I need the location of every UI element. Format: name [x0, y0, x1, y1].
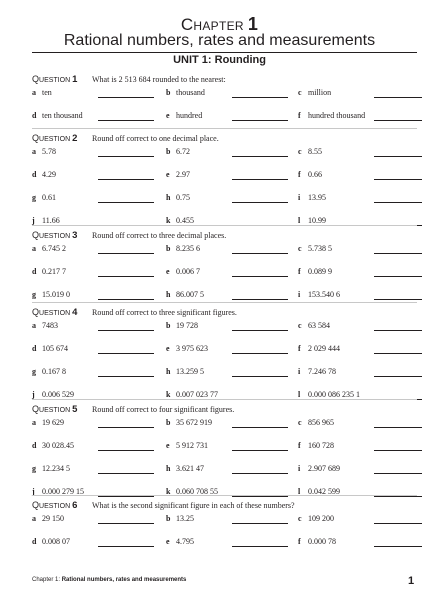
question-item-f	[298, 344, 428, 358]
item-letter: d	[32, 441, 37, 450]
answer-line[interactable]	[374, 427, 422, 428]
item-letter: l	[298, 390, 301, 399]
question-item-g	[32, 464, 162, 478]
answer-line[interactable]	[232, 523, 288, 524]
question-row	[32, 367, 432, 390]
answer-line[interactable]	[98, 546, 154, 547]
answer-line[interactable]	[374, 202, 422, 203]
item-value: million	[308, 88, 332, 97]
question-item-e	[166, 111, 296, 125]
item-value: 11.66	[42, 216, 60, 225]
item-value: 0.000 086 235 1	[308, 390, 360, 399]
item-value: 13.25	[176, 514, 194, 523]
item-value: 12.234 5	[42, 464, 70, 473]
answer-line[interactable]	[98, 299, 154, 300]
item-value: 0.167 8	[42, 367, 66, 376]
question-item-f	[298, 537, 428, 551]
question-word-initial: Q	[32, 404, 40, 414]
answer-line[interactable]	[374, 353, 422, 354]
item-letter: l	[298, 216, 301, 225]
answer-line[interactable]	[232, 330, 288, 331]
question-word-rest: UESTION	[39, 310, 71, 317]
answer-line[interactable]	[374, 276, 422, 277]
unit-title: UNIT 1: Rounding	[173, 54, 266, 66]
question-item-c	[298, 418, 428, 432]
question-row	[32, 321, 432, 344]
item-value: 0.000 78	[308, 537, 336, 546]
answer-line[interactable]	[232, 276, 288, 277]
footer-chapter-prefix: Chapter 1:	[32, 577, 62, 583]
answer-line[interactable]	[374, 253, 422, 254]
item-letter: f	[298, 170, 301, 179]
item-letter: c	[298, 147, 302, 156]
question-item-f	[298, 111, 428, 125]
item-letter: j	[32, 216, 35, 225]
question-number: 3	[72, 230, 78, 241]
item-letter: h	[166, 290, 171, 299]
answer-line[interactable]	[374, 546, 422, 547]
question-row	[32, 267, 432, 290]
question-header	[32, 230, 432, 244]
item-letter: h	[166, 367, 171, 376]
answer-line[interactable]	[374, 376, 422, 377]
item-letter: d	[32, 267, 37, 276]
item-letter: f	[298, 267, 301, 276]
item-letter: i	[298, 193, 301, 202]
answer-line[interactable]	[374, 473, 422, 474]
answer-line[interactable]	[232, 427, 288, 428]
question-label	[32, 404, 92, 415]
question-divider	[32, 495, 417, 496]
question-number: 4	[72, 307, 78, 318]
answer-line[interactable]	[98, 202, 154, 203]
item-letter: e	[166, 170, 170, 179]
question-item-e	[166, 537, 296, 551]
question-word-initial: Q	[32, 500, 40, 510]
question-row	[32, 170, 432, 193]
item-letter: b	[166, 321, 171, 330]
question-row	[32, 537, 432, 560]
question-item-a	[32, 88, 162, 102]
question-item-i	[298, 367, 428, 381]
item-value: 0.006 7	[176, 267, 200, 276]
question-word-rest: UESTION	[39, 503, 71, 510]
item-value: 6.745 2	[42, 244, 66, 253]
item-value: hundred thousand	[308, 111, 366, 120]
item-letter: c	[298, 88, 302, 97]
answer-line[interactable]	[232, 376, 288, 377]
item-letter: g	[32, 464, 36, 473]
question-number: 5	[72, 404, 78, 415]
answer-line[interactable]	[232, 546, 288, 547]
item-letter: c	[298, 514, 302, 523]
question-row	[32, 464, 432, 487]
question-label	[32, 133, 92, 144]
item-value: 160 728	[308, 441, 334, 450]
item-letter: d	[32, 537, 37, 546]
question-text: What is the second significant figure in each of these numbers?	[92, 501, 295, 510]
item-letter: a	[32, 321, 36, 330]
answer-line[interactable]	[374, 299, 422, 300]
question-item-d	[32, 267, 162, 281]
item-value: 86.007 5	[176, 290, 204, 299]
item-letter: d	[32, 170, 37, 179]
answer-line[interactable]	[232, 202, 288, 203]
question-text: Round off correct to one decimal place.	[92, 134, 219, 143]
question-item-a	[32, 321, 162, 335]
item-value: 8.235 6	[176, 244, 200, 253]
question-number: 1	[72, 74, 78, 85]
answer-line[interactable]	[98, 253, 154, 254]
item-letter: e	[166, 537, 170, 546]
item-letter: a	[32, 147, 36, 156]
question-word-rest: UESTION	[39, 136, 71, 143]
chapter-word-rest: HAPTER	[193, 19, 244, 33]
item-value: 4.29	[42, 170, 56, 179]
question-header	[32, 307, 432, 321]
answer-line[interactable]	[98, 353, 154, 354]
item-letter: g	[32, 193, 36, 202]
question-item-j	[32, 487, 162, 501]
item-value: hundred	[176, 111, 203, 120]
answer-line[interactable]	[98, 179, 154, 180]
question-text: What is 2 513 684 rounded to the nearest:	[92, 75, 226, 84]
item-value: 13.259 5	[176, 367, 204, 376]
question-row	[32, 193, 432, 216]
question-row	[32, 418, 432, 441]
question-label	[32, 230, 92, 241]
question-word-rest: UESTION	[39, 233, 71, 240]
item-value: thousand	[176, 88, 205, 97]
item-letter: i	[298, 367, 301, 376]
answer-line[interactable]	[98, 330, 154, 331]
question-item-f	[298, 170, 428, 184]
item-letter: b	[166, 514, 171, 523]
item-letter: e	[166, 111, 170, 120]
question-item-l	[298, 216, 428, 230]
answer-line[interactable]	[374, 156, 422, 157]
item-value: 0.089 9	[308, 267, 332, 276]
item-value: 105 674	[42, 344, 68, 353]
item-value: 0.66	[308, 170, 322, 179]
item-value: 7.246 78	[308, 367, 336, 376]
item-value: 0.006 529	[42, 390, 74, 399]
item-letter: k	[166, 487, 171, 496]
chapter-title: Rational numbers, rates and measurements	[63, 32, 376, 49]
question-word-initial: Q	[32, 307, 40, 317]
question-header	[32, 74, 432, 88]
item-letter: a	[32, 244, 36, 253]
answer-line[interactable]	[232, 299, 288, 300]
item-value: 0.61	[42, 193, 56, 202]
chapter-word-initial: C	[180, 15, 194, 34]
question-row	[32, 111, 432, 134]
answer-line[interactable]	[98, 120, 154, 121]
item-letter: k	[166, 216, 171, 225]
question-item-b	[166, 321, 296, 335]
footer	[32, 577, 186, 583]
item-value: 3 975 623	[176, 344, 208, 353]
question-item-d	[32, 537, 162, 551]
item-value: ten	[42, 88, 52, 97]
question-1	[32, 74, 432, 134]
question-item-l	[298, 487, 428, 501]
item-letter: g	[32, 290, 36, 299]
question-item-b	[166, 88, 296, 102]
question-item-h	[166, 367, 296, 381]
item-value: 2 029 444	[308, 344, 340, 353]
item-value: 7483	[42, 321, 58, 330]
answer-line[interactable]	[98, 427, 154, 428]
question-item-i	[298, 464, 428, 478]
question-word-rest: UESTION	[39, 77, 71, 84]
item-letter: f	[298, 537, 301, 546]
item-value: 0.060 708 55	[176, 487, 218, 496]
question-item-e	[166, 267, 296, 281]
question-divider	[32, 302, 417, 303]
item-value: 35 672 919	[176, 418, 212, 427]
page-number: 1	[408, 575, 415, 587]
question-header	[32, 133, 432, 147]
item-letter: g	[32, 367, 36, 376]
question-item-f	[298, 267, 428, 281]
question-item-c	[298, 244, 428, 258]
question-row	[32, 88, 432, 111]
item-value: 0.455	[176, 216, 194, 225]
question-item-k	[166, 390, 296, 404]
item-value: 15.019 0	[42, 290, 70, 299]
answer-line[interactable]	[98, 473, 154, 474]
question-item-a	[32, 514, 162, 528]
item-value: 5.78	[42, 147, 56, 156]
item-letter: i	[298, 464, 301, 473]
item-letter: e	[166, 267, 170, 276]
item-letter: c	[298, 321, 302, 330]
question-item-l	[298, 390, 428, 404]
item-letter: b	[166, 418, 171, 427]
question-item-d	[32, 344, 162, 358]
question-word-initial: Q	[32, 74, 40, 84]
question-item-a	[32, 244, 162, 258]
question-item-e	[166, 441, 296, 455]
answer-line[interactable]	[98, 450, 154, 451]
item-value: 4.795	[176, 537, 194, 546]
item-value: ten thousand	[42, 111, 83, 120]
item-letter: f	[298, 344, 301, 353]
question-item-a	[32, 147, 162, 161]
item-value: 0.75	[176, 193, 190, 202]
question-number: 6	[72, 500, 78, 511]
answer-line[interactable]	[232, 353, 288, 354]
answer-line[interactable]	[374, 523, 422, 524]
question-item-b	[166, 147, 296, 161]
answer-line[interactable]	[374, 179, 422, 180]
answer-line[interactable]	[98, 376, 154, 377]
answer-line[interactable]	[232, 473, 288, 474]
question-text: Round off correct to four significant figures.	[92, 405, 235, 414]
header-divider	[32, 52, 417, 53]
item-value: 30 028.45	[42, 441, 74, 450]
answer-line[interactable]	[374, 120, 422, 121]
question-item-h	[166, 193, 296, 207]
item-value: 109 200	[308, 514, 334, 523]
question-item-b	[166, 514, 296, 528]
item-value: 856 965	[308, 418, 334, 427]
question-item-c	[298, 147, 428, 161]
question-label	[32, 74, 92, 85]
item-letter: l	[298, 487, 301, 496]
question-text: Round off correct to three significant figures.	[92, 308, 237, 317]
question-text: Round off correct to three decimal places.	[92, 231, 227, 240]
question-item-c	[298, 88, 428, 102]
item-letter: b	[166, 244, 171, 253]
question-item-c	[298, 514, 428, 528]
item-letter: f	[298, 441, 301, 450]
question-row	[32, 244, 432, 267]
answer-line[interactable]	[98, 276, 154, 277]
question-word-rest: UESTION	[39, 407, 71, 414]
item-letter: h	[166, 193, 171, 202]
item-letter: j	[32, 487, 35, 496]
item-value: 19 629	[42, 418, 64, 427]
item-letter: a	[32, 418, 36, 427]
question-item-c	[298, 321, 428, 335]
question-item-h	[166, 464, 296, 478]
answer-line[interactable]	[232, 120, 288, 121]
question-item-i	[298, 193, 428, 207]
question-item-f	[298, 441, 428, 455]
item-value: 2.907 689	[308, 464, 340, 473]
item-letter: a	[32, 514, 36, 523]
question-label	[32, 307, 92, 318]
item-value: 10.99	[308, 216, 326, 225]
answer-line[interactable]	[232, 450, 288, 451]
answer-line[interactable]	[232, 496, 288, 497]
item-value: 6.72	[176, 147, 190, 156]
question-item-b	[166, 244, 296, 258]
item-value: 0.008 07	[42, 537, 70, 546]
question-item-g	[32, 367, 162, 381]
answer-line[interactable]	[98, 523, 154, 524]
question-4	[32, 307, 432, 413]
question-item-g	[32, 193, 162, 207]
question-item-e	[166, 170, 296, 184]
item-value: 0.217 7	[42, 267, 66, 276]
item-letter: h	[166, 464, 171, 473]
question-word-initial: Q	[32, 133, 40, 143]
question-header	[32, 500, 432, 514]
question-row	[32, 147, 432, 170]
item-value: 19 728	[176, 321, 198, 330]
answer-line[interactable]	[374, 450, 422, 451]
question-item-k	[166, 216, 296, 230]
item-value: 8.55	[308, 147, 322, 156]
item-value: 63 584	[308, 321, 330, 330]
answer-line[interactable]	[374, 496, 422, 497]
item-letter: d	[32, 344, 37, 353]
item-letter: c	[298, 244, 302, 253]
answer-line[interactable]	[374, 97, 422, 98]
answer-line[interactable]	[232, 156, 288, 157]
item-letter: c	[298, 418, 302, 427]
item-value: 0.000 279 15	[42, 487, 84, 496]
footer-chapter-title: Rational numbers, rates and measurements	[61, 577, 187, 583]
item-value: 153.540 6	[308, 290, 340, 299]
question-3	[32, 230, 432, 313]
question-divider	[32, 399, 417, 400]
item-letter: d	[32, 111, 37, 120]
question-item-j	[32, 390, 162, 404]
question-row	[32, 344, 432, 367]
item-letter: f	[298, 111, 301, 120]
answer-line[interactable]	[98, 97, 154, 98]
question-header	[32, 404, 432, 418]
answer-line[interactable]	[232, 179, 288, 180]
question-item-a	[32, 418, 162, 432]
question-item-k	[166, 487, 296, 501]
item-value: 5.738 5	[308, 244, 332, 253]
item-value: 0.042 599	[308, 487, 340, 496]
item-letter: e	[166, 441, 170, 450]
question-item-j	[32, 216, 162, 230]
question-2	[32, 133, 432, 239]
question-item-b	[166, 418, 296, 432]
item-value: 29 150	[42, 514, 64, 523]
item-letter: j	[32, 390, 35, 399]
answer-line[interactable]	[232, 253, 288, 254]
item-value: 5 912 731	[176, 441, 208, 450]
question-divider	[32, 225, 417, 226]
question-row	[32, 441, 432, 464]
answer-line[interactable]	[232, 97, 288, 98]
item-letter: i	[298, 290, 301, 299]
item-value: 2.97	[176, 170, 190, 179]
chapter-number: 1	[247, 14, 259, 34]
item-value: 3.621 47	[176, 464, 204, 473]
question-number: 2	[72, 133, 78, 144]
question-item-e	[166, 344, 296, 358]
item-letter: e	[166, 344, 170, 353]
item-value: 0.007 023 77	[176, 390, 218, 399]
question-item-d	[32, 170, 162, 184]
question-row	[32, 514, 432, 537]
item-letter: b	[166, 88, 171, 97]
question-item-d	[32, 441, 162, 455]
item-value: 13.95	[308, 193, 326, 202]
answer-line[interactable]	[98, 156, 154, 157]
item-letter: a	[32, 88, 36, 97]
question-6	[32, 500, 432, 560]
answer-line[interactable]	[374, 330, 422, 331]
question-word-initial: Q	[32, 230, 40, 240]
question-label	[32, 500, 92, 511]
answer-line[interactable]	[98, 496, 154, 497]
question-item-d	[32, 111, 162, 125]
item-letter: b	[166, 147, 171, 156]
item-letter: k	[166, 390, 171, 399]
question-divider	[32, 128, 417, 129]
